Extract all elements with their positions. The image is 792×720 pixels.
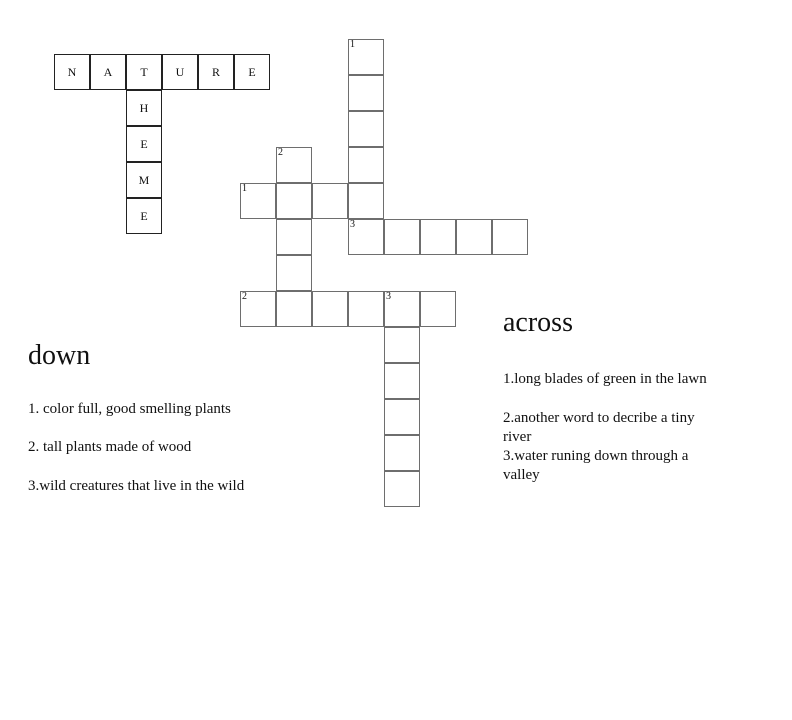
grid-cell-across3[interactable] [348, 219, 384, 255]
across-clue-2: 2.another word to decribe a tiny river [503, 410, 695, 445]
clue-number: 2 [242, 291, 247, 302]
grid-cell-down3[interactable] [384, 471, 420, 507]
grid-cell-across2[interactable] [348, 291, 384, 327]
grid-cell-down3[interactable] [384, 363, 420, 399]
theme-cell [126, 162, 162, 198]
grid-cell-down1[interactable] [348, 39, 384, 75]
theme-cell [54, 54, 90, 90]
across-heading: across [503, 307, 573, 338]
theme-cell [162, 54, 198, 90]
grid-cell-across2[interactable] [312, 291, 348, 327]
grid-cell-down2[interactable] [276, 219, 312, 255]
clue-number: 1 [350, 39, 355, 50]
across-clue-3: 3.water runing down through a valley [503, 448, 689, 483]
theme-cell [198, 54, 234, 90]
theme-cell [126, 54, 162, 90]
clue-number: 2 [278, 147, 283, 158]
grid-cell-down2[interactable] [276, 255, 312, 291]
theme-letter: U [175, 65, 185, 79]
theme-letter: T [140, 65, 148, 79]
grid-cell-down3[interactable] [384, 435, 420, 471]
theme-letter: R [211, 65, 220, 79]
grid-cell-down3[interactable] [384, 327, 420, 363]
clue-number: 3 [386, 291, 391, 302]
grid-cell-down1[interactable] [348, 111, 384, 147]
grid-cell-across1[interactable] [240, 183, 276, 219]
grid-cell-across2[interactable] [276, 291, 312, 327]
theme-letter: E [248, 65, 256, 79]
down-clue-2: 2. tall plants made of wood [28, 439, 192, 455]
grid-cell-down1[interactable] [348, 183, 384, 219]
theme-letter: A [103, 65, 113, 79]
grid-cell-across1[interactable] [276, 183, 312, 219]
grid-cell-down3[interactable] [384, 399, 420, 435]
grid-cell-across2[interactable] [240, 291, 276, 327]
grid-cell-across2[interactable] [384, 291, 420, 327]
theme-letter: N [67, 65, 77, 79]
theme-cell [126, 126, 162, 162]
theme-letter: M [138, 173, 150, 187]
grid-cell-down1[interactable] [348, 75, 384, 111]
grid-cell-across1[interactable] [312, 183, 348, 219]
clue-number: 1 [242, 183, 247, 194]
grid-cell-across3[interactable] [384, 219, 420, 255]
theme-cell [126, 198, 162, 234]
grid-cell-across3[interactable] [456, 219, 492, 255]
theme-letter: E [140, 209, 148, 223]
grid-cell-across3[interactable] [420, 219, 456, 255]
theme-cell [234, 54, 270, 90]
grid-cell-down1[interactable] [348, 147, 384, 183]
theme-cell [90, 54, 126, 90]
across-clue-1: 1.long blades of green in the lawn [503, 371, 707, 387]
down-clue-1: 1. color full, good smelling plants [28, 401, 231, 417]
grid-cell-across3[interactable] [492, 219, 528, 255]
clue-number: 3 [350, 219, 355, 230]
theme-cell [126, 90, 162, 126]
theme-letter: H [139, 101, 149, 115]
down-clue-3: 3.wild creatures that live in the wild [28, 478, 245, 494]
down-heading: down [28, 340, 91, 371]
grid-cell-across2[interactable] [420, 291, 456, 327]
grid-cell-down2[interactable] [276, 147, 312, 183]
theme-letter: E [140, 137, 148, 151]
